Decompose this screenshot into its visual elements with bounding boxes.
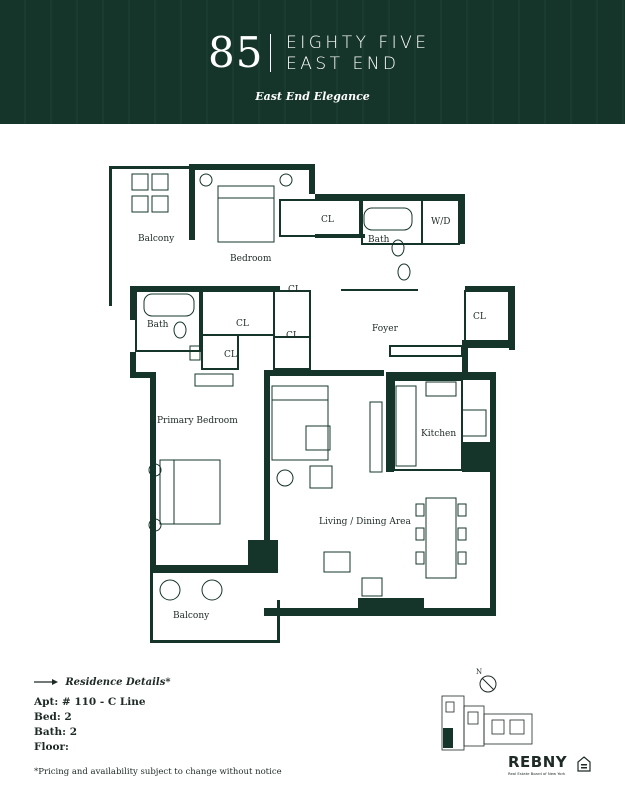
label-cl-2: CL — [288, 285, 301, 295]
tagline: East End Elegance — [255, 90, 370, 103]
label-bedroom: Bedroom — [230, 254, 272, 264]
label-living-dining: Living / Dining Area — [319, 517, 411, 527]
label-bath-left: Bath — [147, 320, 169, 330]
label-foyer: Foyer — [372, 324, 398, 334]
label-cl-4: CL — [224, 350, 237, 360]
label-bath-top: Bath — [368, 235, 390, 245]
equal-housing-icon — [577, 756, 591, 772]
key-plan-building — [442, 696, 532, 750]
key-plan-unit-highlight — [443, 728, 453, 748]
label-cl-5: CL — [286, 331, 299, 341]
rebny-wordmark: REBNY — [508, 753, 568, 771]
detail-bed: Bed: 2 — [34, 711, 72, 723]
header-banner — [0, 0, 625, 124]
pricing-footnote: *Pricing and availability subject to change without notice — [34, 767, 282, 777]
detail-bath: Bath: 2 — [34, 726, 77, 738]
label-cl-6: CL — [473, 312, 486, 322]
logo-line-2: EAST END — [286, 54, 400, 74]
details-title-row — [34, 676, 171, 688]
logo-divider — [270, 34, 271, 72]
rebny-logo — [508, 753, 567, 776]
compass-north-label: N — [476, 668, 483, 676]
label-kitchen: Kitchen — [421, 429, 457, 439]
compass-icon — [480, 676, 496, 692]
residence-details — [34, 676, 171, 753]
arrow-right-icon — [34, 679, 58, 685]
details-title: Residence Details* — [65, 677, 171, 688]
rebny-subtitle: Real Estate Board of New York — [508, 771, 566, 776]
label-cl-3: CL — [236, 319, 249, 329]
label-balcony-bottom: Balcony — [173, 611, 210, 621]
key-plan — [432, 662, 542, 754]
floor-plan — [100, 160, 520, 646]
detail-apt: Apt: # 110 - C Line — [34, 696, 146, 708]
label-wd: W/D — [431, 217, 451, 227]
room-labels — [138, 215, 486, 621]
detail-floor: Floor: — [34, 741, 69, 753]
logo-number: 85 — [208, 28, 264, 77]
logo-line-1: EIGHTY FIVE — [286, 33, 430, 53]
plan-fixtures — [132, 174, 486, 600]
label-cl-1: CL — [321, 215, 334, 225]
label-balcony-top: Balcony — [138, 234, 175, 244]
label-primary-bedroom: Primary Bedroom — [157, 416, 238, 426]
